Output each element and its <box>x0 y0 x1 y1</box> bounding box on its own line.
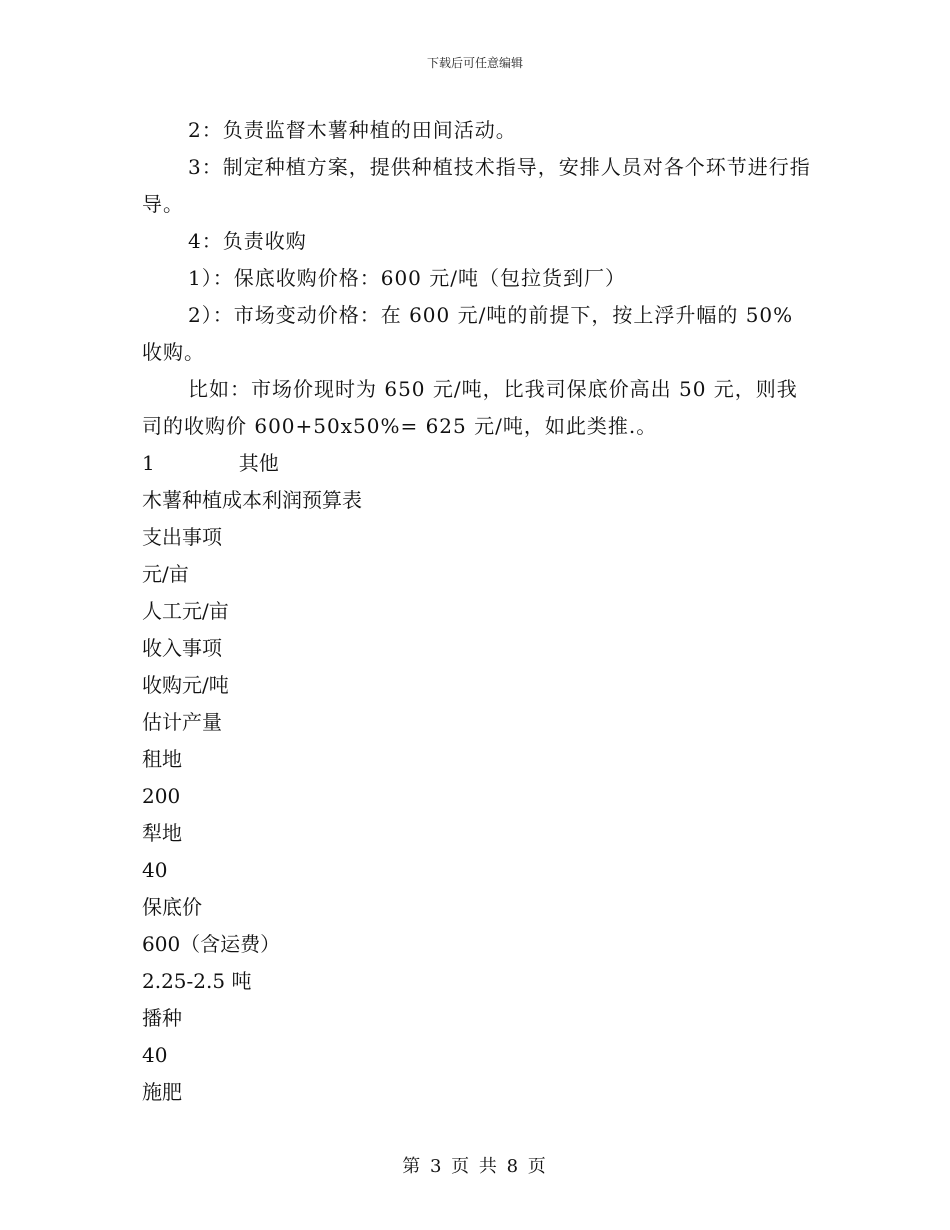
paragraph-guaranteed-price: 1）：保底收购价格：600 元/吨（包拉货到厂） <box>188 266 626 290</box>
section-title: 其他 <box>238 451 279 475</box>
section-number: 1 <box>142 451 155 475</box>
list-item: 元/亩 <box>142 562 189 586</box>
page-footer-number: 第 3 页 共 8 页 <box>402 1156 548 1177</box>
document-body <box>142 112 812 1111</box>
list-item: 保底价 <box>142 895 202 919</box>
page-header-note: 下载后可任意编辑 <box>426 56 523 70</box>
list-item: 40 <box>142 858 168 882</box>
list-item: 2.25-2.5 吨 <box>142 969 252 993</box>
paragraph-plan: 3：制定种植方案，提供种植技术指导，安排人员对各个环节进行指导。 <box>142 155 811 216</box>
list-item: 人工元/亩 <box>142 599 229 623</box>
list-item: 40 <box>142 1043 168 1067</box>
paragraph-purchase: 4：负责收购 <box>188 229 307 253</box>
list-item: 收入事项 <box>142 636 222 660</box>
list-item: 租地 <box>142 747 182 771</box>
paragraph-example: 比如：市场价现时为 650 元/吨，比我司保底价高出 50 元，则我司的收购价 600+50x50%= 625 元/吨，如此类推.。 <box>142 377 798 438</box>
paragraph-market-price: 2）：市场变动价格：在 600 元/吨的前提下，按上浮升幅的 50%收购。 <box>142 303 794 364</box>
list-item: 支出事项 <box>142 525 222 549</box>
list-item: 收购元/吨 <box>142 673 229 697</box>
list-item: 600（含运费） <box>142 932 281 956</box>
list-item: 犁地 <box>142 821 182 845</box>
list-item: 估计产量 <box>142 710 222 734</box>
section-heading <box>142 445 812 482</box>
list-item: 播种 <box>142 1006 182 1030</box>
table-title: 木薯种植成本利润预算表 <box>142 488 362 512</box>
paragraph-supervise: 2：负责监督木薯种植的田间活动。 <box>188 118 517 142</box>
list-item: 施肥 <box>142 1080 182 1104</box>
list-item: 200 <box>142 784 181 808</box>
